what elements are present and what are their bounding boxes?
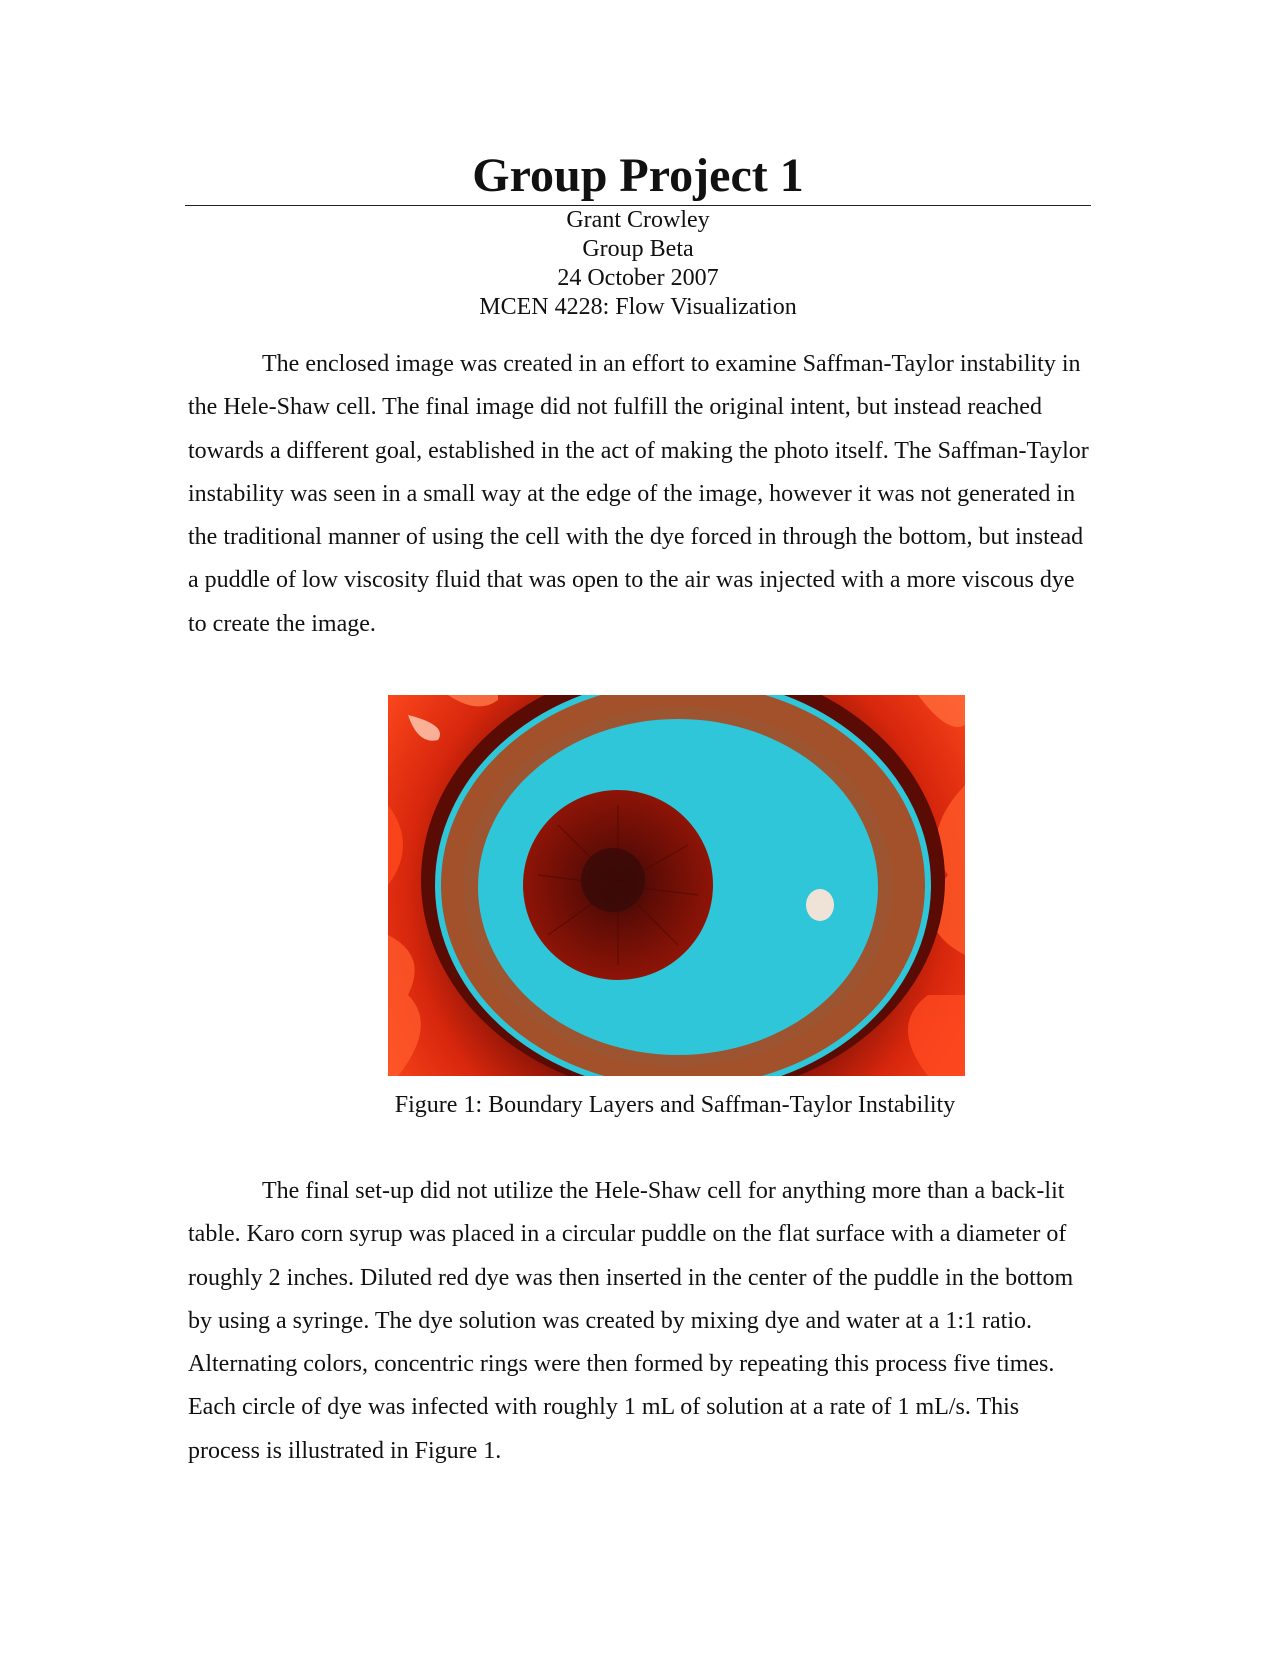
document-header-meta <box>185 206 1091 322</box>
course-name: MCEN 4228: Flow Visualization <box>479 294 797 320</box>
figure-image <box>388 695 965 1076</box>
figure-caption: Figure 1: Boundary Layers and Saffman-Taylor Instability <box>394 1092 956 1118</box>
group-name: Group Beta <box>582 236 694 262</box>
body-paragraph-1: The enclosed image was created in an effort to examine Saffman-Taylor instability in the Hele-Shaw cell. The final image did not fulfill the original intent, but instead reached towards a different goal, established in the act of making the photo itself. The Saffman-Taylor instability was seen in a small way at the edge of the image, however it was not generated in the traditional manner of using the cell with the dye forced in through the bottom, but instead a puddle of low viscosity fluid that was open to the air was injected with a more viscous dye to create the image. <box>188 351 1089 637</box>
flow-visualization-photo <box>388 695 965 1076</box>
document-date: 24 October 2007 <box>557 265 719 291</box>
author-name: Grant Crowley <box>566 207 710 233</box>
air-bubble <box>806 889 834 921</box>
body-paragraph-2: The final set-up did not utilize the Hele-Shaw cell for anything more than a back-lit table. Karo corn syrup was placed in a circular puddle on the flat surface with a diameter of roughly 2 inches. Diluted red dye was then inserted in the center of the puddle in the bottom by using a syringe. The dye solution was created by mixing dye and water at a 1:1 ratio. Alternating colors, concentric rings were then formed by repeating this process five times. Each circle of dye was infected with roughly 1 mL of solution at a rate of 1 mL/s. This process is illustrated in Figure 1. <box>188 1178 1074 1464</box>
document-title: Group Project 1 <box>472 149 804 202</box>
